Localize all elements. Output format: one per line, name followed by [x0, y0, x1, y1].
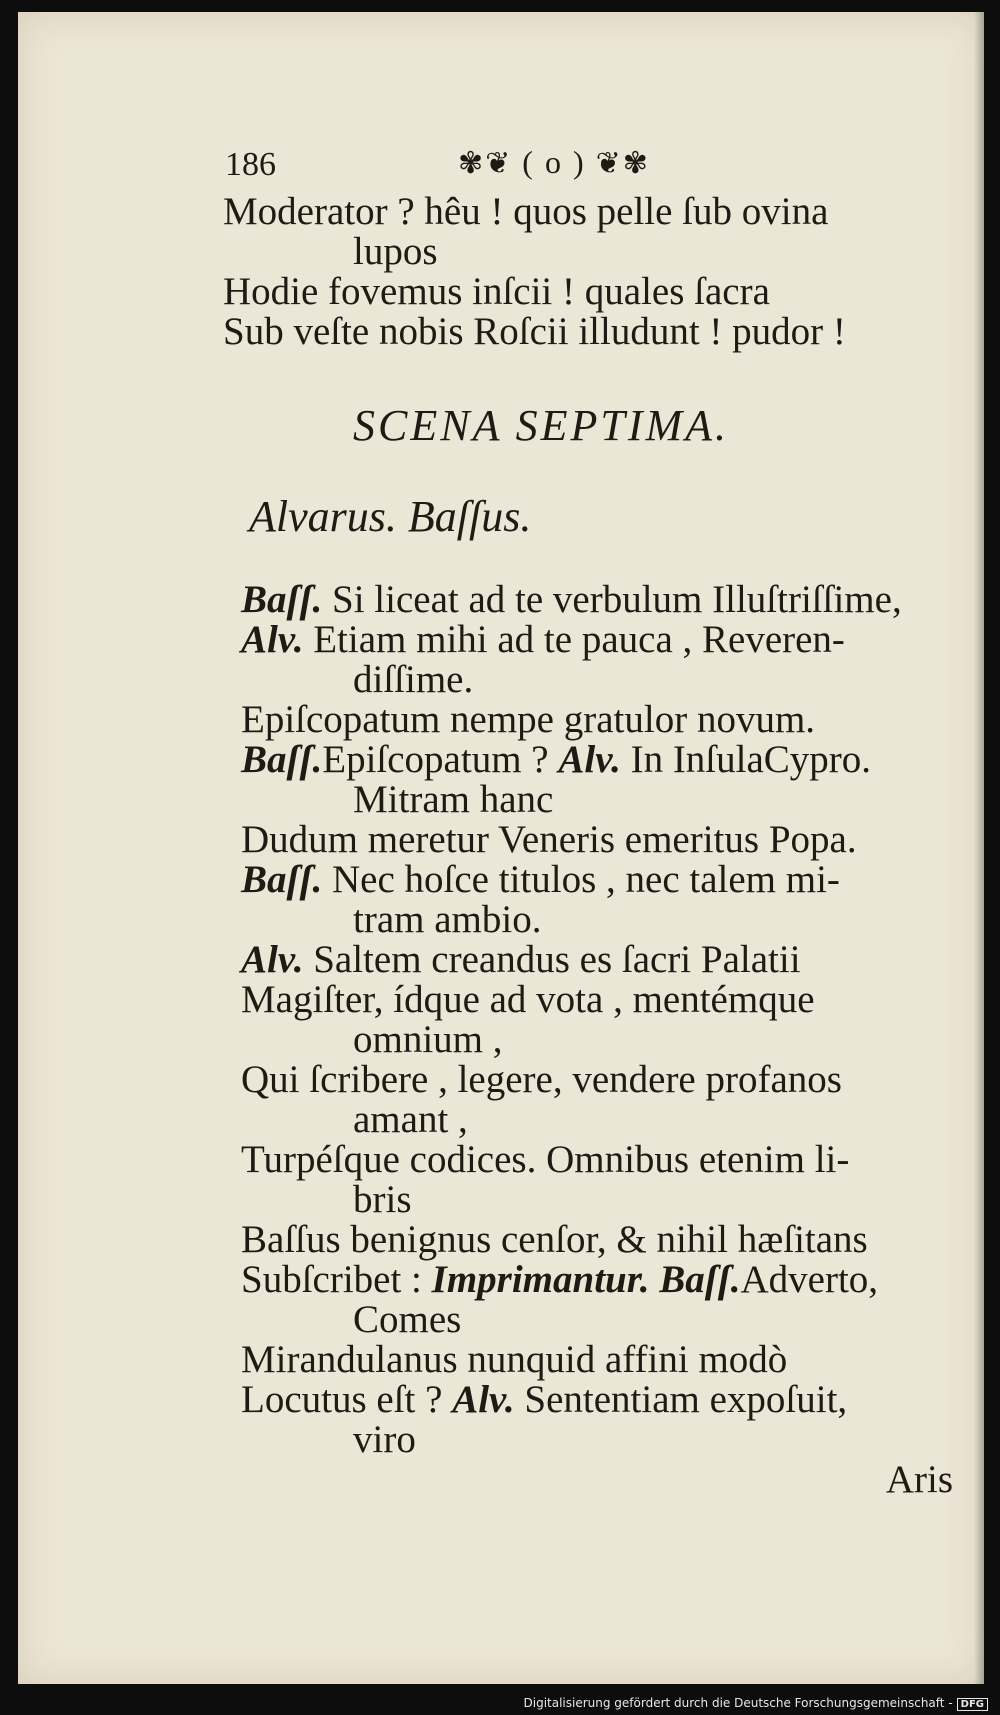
- dfg-logo-icon: DFG: [957, 1698, 988, 1711]
- verse-line: [223, 740, 963, 780]
- line-text: Subſcribet :: [241, 1258, 422, 1301]
- speaker-label: Baſſ.: [241, 578, 323, 621]
- line-text: Sententiam expoſuit,: [524, 1378, 848, 1421]
- verse-line: [223, 940, 963, 980]
- speaker-label: Alv.: [452, 1378, 515, 1421]
- verse-line: [223, 580, 963, 620]
- verse-line: [223, 1380, 963, 1420]
- scene-speakers: Alvarus. Baſſus.: [249, 492, 532, 541]
- line-text: Locutus eſt ?: [241, 1378, 443, 1421]
- catchword: Aris: [885, 1458, 953, 1501]
- verse-line: viro: [353, 1418, 416, 1461]
- speaker-label: Baſſ.: [241, 738, 323, 781]
- verse-line: diſſime.: [353, 658, 474, 701]
- line-text: Nec hoſce titulos , nec talem mi-: [332, 858, 840, 901]
- line-text: Etiam mihi ad te pauca , Reveren-: [313, 618, 845, 661]
- line-text: Adverto,: [740, 1258, 879, 1301]
- verse-line: Magiſter, ídque ad vota , mentémque: [241, 978, 815, 1021]
- verse-line: [223, 1260, 963, 1300]
- speaker-label: Baſſ.: [241, 858, 323, 901]
- line-text: Epiſcopatum ?: [322, 738, 549, 781]
- verse-line: Baſſus benignus cenſor, & nihil hæſitans: [241, 1218, 868, 1261]
- verse-line: Mirandulanus nunquid affini modò: [241, 1338, 788, 1381]
- verse-line: Mitram hanc: [353, 778, 554, 821]
- verse-line: [223, 620, 963, 660]
- verse-line: [223, 860, 963, 900]
- verse-line: lupos: [353, 230, 438, 273]
- speaker-label: Baſſ.: [659, 1258, 741, 1301]
- ornament-right-icon: ❦✾: [595, 147, 650, 180]
- verse-line: tram ambio.: [353, 898, 542, 941]
- verse-line: amant ,: [353, 1098, 468, 1141]
- ornament-center: ( o ): [522, 144, 586, 180]
- running-header: [223, 144, 963, 192]
- verse-line: Turpéſque codices. Omnibus etenim li-: [241, 1138, 850, 1181]
- verse-line: Comes: [353, 1298, 462, 1341]
- speaker-label: Alv.: [558, 738, 621, 781]
- verse-line: bris: [353, 1178, 412, 1221]
- book-page: [18, 12, 984, 1684]
- scene-title: SCENA SEPTIMA.: [353, 401, 730, 450]
- speaker-label: Alv.: [241, 618, 304, 661]
- line-text: Saltem creandus es ſacri Palatii: [313, 938, 801, 981]
- verse-line: Moderator ? hêu ! quos pelle ſub ovina: [223, 190, 829, 233]
- italic-word: Imprimantur.: [431, 1258, 650, 1301]
- credit-text: Digitalisierung gefördert durch die Deutsche Forschungsgemeinschaft -: [523, 1696, 953, 1710]
- verse-line: Epiſcopatum nempe gratulor novum.: [241, 698, 816, 741]
- verse-line: Qui ſcribere , legere, vendere profanos: [241, 1058, 842, 1101]
- ornament-left-icon: ✾❦: [458, 147, 513, 180]
- speaker-label: Alv.: [241, 938, 304, 981]
- page-text: [223, 144, 963, 1500]
- header-ornament: [458, 144, 650, 181]
- page-number: 186: [225, 146, 276, 183]
- line-text: Si liceat ad te verbulum Illuſtriſſime,: [332, 578, 902, 621]
- digitization-credit: [524, 1696, 989, 1711]
- line-text: In InſulaCypro.: [630, 738, 872, 781]
- verse-line: omnium ,: [353, 1018, 503, 1061]
- verse-line: Dudum meretur Veneris emeritus Popa.: [241, 818, 857, 861]
- verse-line: Sub veſte nobis Roſcii illudunt ! pudor !: [223, 310, 846, 353]
- verse-line: Hodie fovemus inſcii ! quales ſacra: [223, 270, 770, 313]
